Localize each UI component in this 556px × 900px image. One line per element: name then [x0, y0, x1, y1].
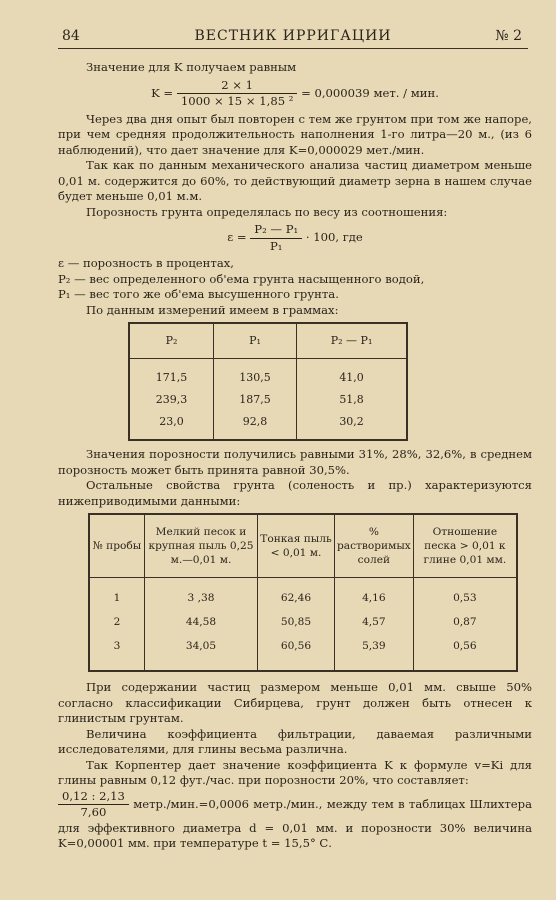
column-header: Тонкая пыль < 0,01 м. — [258, 514, 335, 578]
journal-title: ВЕСТНИК ИРРИГАЦИИ — [194, 28, 392, 44]
table-cell: 30,2 — [297, 411, 407, 440]
fraction — [250, 222, 302, 254]
page-header — [58, 28, 528, 49]
table-cell: 1 — [113, 592, 121, 604]
definition: P₂ — вес определенного об'ема грунта насыщенного водой, — [58, 271, 425, 286]
table-cell: 60,56 — [258, 634, 335, 671]
fraction-numerator: 2 × 1 — [177, 78, 298, 95]
soil-properties-table — [88, 513, 518, 672]
paragraph: Остальные свойства грунта (соленость и пр.) характеризуются нижеприводимыми данными: — [58, 478, 532, 508]
column-header: Мелкий песок и крупная пыль 0,25 м.—0,01 м. — [145, 514, 258, 578]
column-header: P₂ — P₁ — [297, 323, 407, 359]
paragraph-with-fraction — [58, 789, 532, 852]
fraction-numerator: 0,12 : 2,13 — [58, 789, 129, 806]
table-cell: 44,58 — [145, 610, 258, 634]
table-cell: 4,57 — [335, 610, 414, 634]
table-cell: 62,46 — [258, 578, 335, 611]
formula-k — [58, 78, 532, 110]
paragraph: Порозность грунта определялась по весу из соотношения: — [86, 204, 448, 219]
table-header-row — [129, 323, 407, 359]
column-header: % растворимых солей — [335, 514, 414, 578]
definition: ε — порозность в процентах, — [58, 256, 234, 270]
paragraph: Значение для K получаем равным — [86, 60, 297, 74]
table-cell: 171,5 — [155, 371, 188, 385]
page-number: 84 — [62, 28, 80, 44]
formula-lhs: K = — [151, 85, 174, 100]
paragraph: По данным измерений имеем в граммах: — [86, 302, 339, 317]
table-row — [129, 389, 407, 411]
fraction-denominator: P₁ — [269, 238, 283, 253]
table-row — [89, 610, 517, 634]
table-cell: 187,5 — [213, 389, 296, 411]
table-header-row — [89, 514, 517, 578]
table-cell: 3 — [113, 640, 121, 652]
fraction-denominator: 1000 × 15 × 1,85 ² — [180, 94, 294, 108]
table-cell: 4,16 — [335, 578, 414, 611]
table-row — [129, 411, 407, 440]
table-cell: 0,56 — [413, 634, 517, 671]
definition: P₁ — вес того же об'ема высушенного грунта. — [58, 287, 339, 301]
fraction — [58, 789, 129, 821]
table-cell: 239,3 — [155, 393, 188, 407]
table-cell: 2 — [113, 616, 121, 628]
table-cell: 51,8 — [297, 389, 407, 411]
definitions — [58, 256, 532, 303]
weights-table — [128, 322, 408, 441]
table-cell: 5,39 — [335, 634, 414, 671]
column-header: P₂ — [129, 323, 213, 359]
fraction-numerator: P₂ — P₁ — [250, 222, 302, 239]
paragraph: Величина коэффициента фильтрации, даваемая различными исследователями, для глины весьма различна. — [58, 726, 532, 756]
formula-lhs: ε = — [227, 230, 247, 244]
article-body — [58, 60, 532, 852]
table-row — [129, 359, 407, 390]
issue-number: № 2 — [495, 28, 522, 44]
fraction-denominator: 7,60 — [80, 805, 107, 819]
formula-rhs: = 0,000039 мет. / мин. — [301, 85, 439, 100]
paragraph: Так Корпентер дает значение коэффициента K к формуле v=Ki для глины равным 0,12 фут./час. при порозности 20%, что составляет: — [58, 757, 532, 787]
paragraph: При содержании частиц размером меньше 0,01 мм. свыше 50% согласно классификации Сибирцева, грунт должен быть отнесен к глинистым грунтам. — [58, 680, 532, 725]
column-header: № пробы — [89, 514, 145, 578]
table-cell: 0,53 — [413, 578, 517, 611]
table-cell: 0,87 — [413, 610, 517, 634]
formula-porosity — [58, 222, 532, 254]
fraction — [177, 78, 298, 110]
column-header: P₁ — [213, 323, 296, 359]
table-cell: 23,0 — [159, 415, 184, 429]
table-cell: 3 ,38 — [145, 578, 258, 611]
paragraph: Значения порозности получились равными 31%, 28%, 32,6%, в среднем порозность может быть принята равной 30,5%. — [58, 447, 532, 477]
table-cell: 50,85 — [258, 610, 335, 634]
table-row — [89, 578, 517, 611]
table-cell: 34,05 — [145, 634, 258, 671]
column-header: Отношение песка > 0,01 к глине 0,01 мм. — [413, 514, 517, 578]
formula-rhs: · 100, где — [305, 230, 363, 244]
paragraph-text: метр./мин.=0,0006 метр./мин., между тем в таблицах Шлихтера для эффективного диаметра d = 0,01 мм. и порозности 30% величина K=0,00001 мм. при температуре t = 15,5° С. — [58, 796, 533, 850]
paragraph: Через два дня опыт был повторен с тем же грунтом при том же напоре, при чем средняя продолжительность наполнения 1-го литра—20 м., (из 6 наблюдений), что дает значение для K=0,000029 мет./мин. — [58, 111, 532, 157]
table-cell: 92,8 — [213, 411, 296, 440]
table-row — [89, 634, 517, 671]
paragraph: Так как по данным механического анализа частиц диаметром меньше 0,01 м. содержится до 60%, то действующий диаметр зерна в нашем случае будет меньше 0,01 м.м. — [58, 158, 532, 203]
table-cell: 130,5 — [213, 359, 296, 390]
table-cell: 41,0 — [297, 359, 407, 390]
